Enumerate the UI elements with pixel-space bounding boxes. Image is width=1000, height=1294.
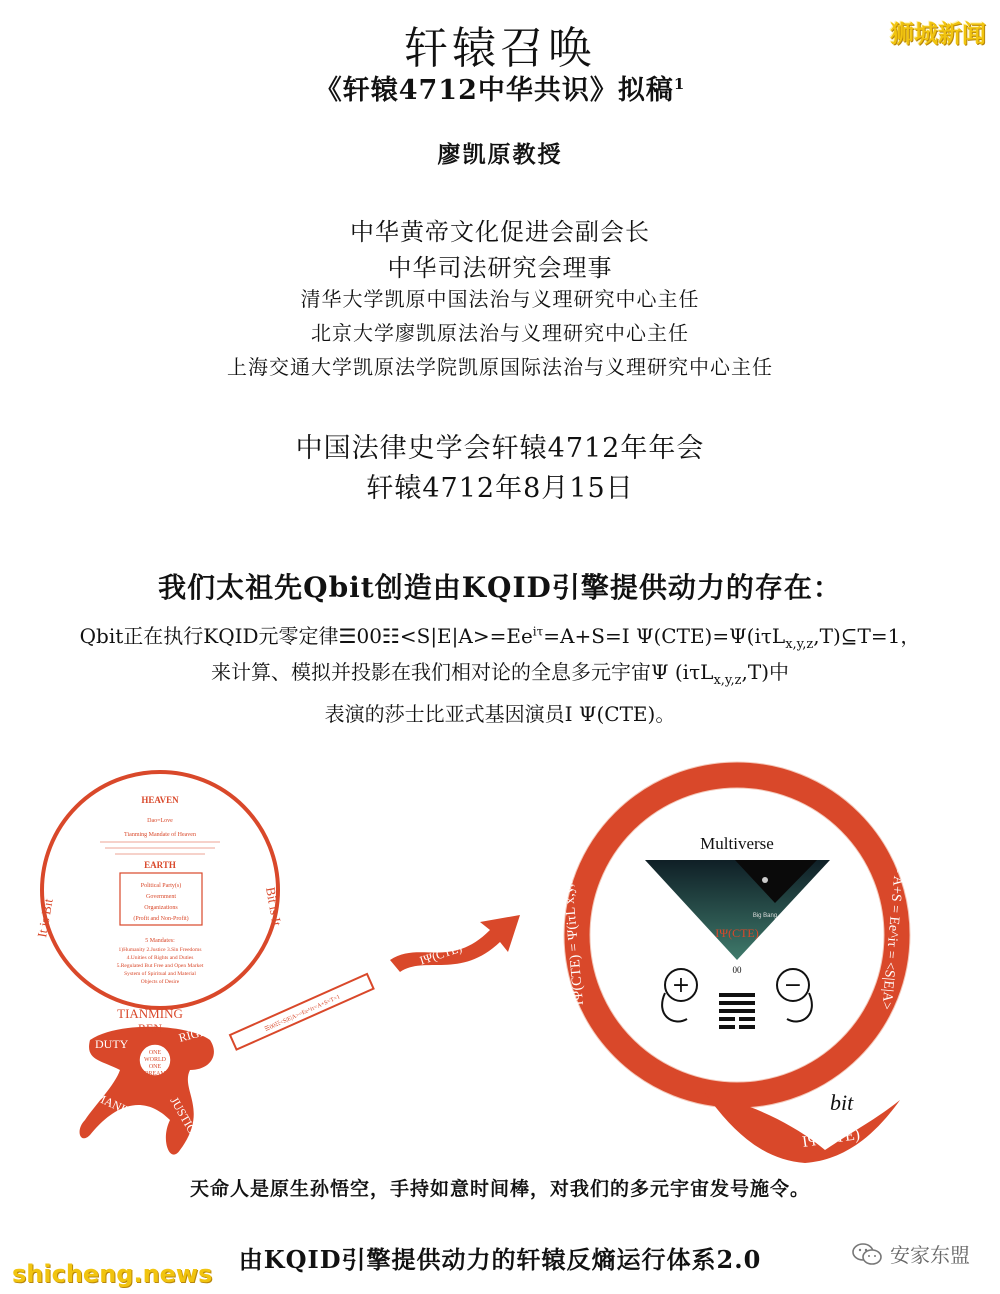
earth-label: EARTH <box>144 860 176 870</box>
hexagram-line-4a <box>719 1017 735 1021</box>
hexagram-line-2 <box>719 1001 755 1005</box>
one-label-2: ONE <box>148 1064 162 1070</box>
big-bang-dot <box>762 877 768 883</box>
formula-line-1 <box>0 620 1000 652</box>
mandates-line-2: 4.Unities of Rights and Duties <box>126 955 194 961</box>
ring-text-top-path: kqid = (θ−θ) · kqid = kθln2 · h/τ = mc² + pc <box>595 793 782 936</box>
multiverse-label: Multiverse <box>700 834 774 853</box>
bit-is-it-label: Bit is It <box>263 885 285 927</box>
figure-caption: 天命人是原生孙悟空，手持如意时间棒，对我们的多元宇宙发号施令。 <box>189 1178 810 1200</box>
subtitle-text: 《轩辕4712中华共识》拟稿 <box>314 75 674 106</box>
right-label: RIGHT <box>177 1021 217 1045</box>
formula-line-1-part-b: =A+S=I Ψ(CTE)=Ψ(iτL <box>543 624 786 648</box>
affiliation-4: 北京大学廖凯原法治与义理研究中心主任 <box>311 321 689 345</box>
watermark-bottom-right-text: 安家东盟 <box>890 1243 970 1267</box>
mandate-label: Tianming Mandate of Heaven <box>124 832 196 838</box>
formula-line-1-part-a: Qbit正在执行KQID元零定律☰00☷<S|E|A>=Ee <box>79 624 533 648</box>
footnote-marker[interactable]: 1 <box>673 75 686 93</box>
watermark-bottom-right <box>852 1239 970 1268</box>
gov-line-3: Organizations <box>144 905 178 911</box>
mandates-title: 5 Mandates: <box>145 938 175 944</box>
plus-sign: + <box>671 973 691 998</box>
formula-subscript: x,y,z <box>785 637 814 652</box>
duty-label: DUTY <box>95 1037 129 1051</box>
event-date: 轩辕4712年8月15日 <box>366 473 634 504</box>
formula-line-2-part-c: ,T)中 <box>741 660 790 684</box>
mandates-line-5: Objects of Desire <box>140 979 180 985</box>
justice-label: JUSTICE <box>167 1094 203 1142</box>
formula-line-1-part-c: ,T)⊆T=1， <box>813 624 921 648</box>
ruyi-staff <box>230 974 374 1050</box>
gov-line-1: Political Party(s) <box>140 883 182 889</box>
bit-tail <box>705 1093 900 1163</box>
section-heading: 我们太祖先Qbit创造由KQID引擎提供动力的存在： <box>158 571 842 604</box>
wechat-icon <box>852 1243 882 1265</box>
hexagram-line-3 <box>719 1009 755 1013</box>
humanity-label: HUMANITY <box>76 1082 142 1123</box>
hexagram-line-5b <box>739 1025 755 1029</box>
affiliation-3: 清华大学凯原中国法治与义理研究中心主任 <box>300 287 700 311</box>
cone-zero-label: 00 <box>732 965 742 975</box>
mandates-line-4: System of Spiritual and Material <box>124 971 196 977</box>
section-title-bottom: 由KQID引擎提供动力的轩辕反熵运行体系2.0 <box>238 1245 762 1274</box>
formula-line-2-part-a: 来计算、模拟并投影在我们相对论的全息多元宇宙Ψ (iτL <box>210 660 714 684</box>
formula-exponent: iτ <box>532 624 544 639</box>
gov-line-2: Government <box>146 894 176 900</box>
tianming-label: TIANMING <box>117 1006 183 1021</box>
watermark-top-right: 狮城新闻 <box>890 20 986 48</box>
hexagram-icon <box>719 993 755 1029</box>
affiliation-5: 上海交通大学凯原法学院凯原国际法治与义理研究中心主任 <box>227 355 773 379</box>
mandates-line-3: 5.Regulated But Free and Open Market <box>116 963 204 969</box>
transition-arrow <box>380 900 540 990</box>
dao-label: Dao=Love <box>147 818 173 824</box>
formula-line-2 <box>0 656 1000 688</box>
dream-label: DREAM <box>144 1071 166 1077</box>
heaven-label: HEAVEN <box>141 795 179 805</box>
affiliation-2: 中华司法研究会理事 <box>387 254 613 282</box>
cone-label: IΨ(CTE) <box>715 926 759 940</box>
event-name: 中国法律史学会轩辕4712年年会 <box>295 433 705 464</box>
page-subtitle <box>0 68 1000 107</box>
formula-line-2-subscript: x,y,z <box>713 673 742 688</box>
gov-line-4: (Profit and Non-Profit) <box>133 916 189 922</box>
formula-line-3: 表演的莎士比亚式基因演员I Ψ(CTE)。 <box>324 702 676 726</box>
arrow-label: IΨ(CTE) <box>417 940 464 968</box>
tianming-diagram <box>20 770 390 1170</box>
hexagram-line-5a <box>719 1025 735 1029</box>
affiliation-1: 中华黄帝文化促进会副会长 <box>350 218 650 246</box>
hexagram-line-4b <box>739 1017 755 1021</box>
one-label: ONE <box>148 1050 162 1056</box>
staff-formula: ☰00☷<S|E|A>=Ee^iτ=A+S=T=1 <box>264 994 342 1033</box>
bit-label: bit <box>830 1090 854 1115</box>
page-title: 轩辕召唤 <box>404 23 596 74</box>
multiverse-diagram <box>555 755 925 1165</box>
ring-text-right: = A+S = Ee^iτ = <S|E|A> <box>878 864 906 1011</box>
ring-text-bottom-path: ≡ 00 ☷ · T = 1 <box>603 971 672 1038</box>
ren-label: REN <box>138 1021 162 1035</box>
it-is-bit-label: It is Bit <box>34 897 56 939</box>
author-name: 廖凯原教授 <box>437 141 563 168</box>
watermark-bottom-left: shicheng.news <box>12 1260 213 1288</box>
minus-sign: − <box>783 973 803 998</box>
hexagram-line-1 <box>719 993 755 997</box>
world-label: WORLD <box>144 1057 166 1063</box>
ring-text-left: IΨ(CTE) = Ψ(iτL x,y,z, T) ⊆ <box>557 842 587 1006</box>
bit-formula-label: IΨ(CTE) <box>801 1126 862 1151</box>
mandates-line-1: 1)Humanity 2.Justice 3.Sin Freedoms <box>118 947 202 953</box>
big-bang-label: Big Bang <box>752 913 778 919</box>
